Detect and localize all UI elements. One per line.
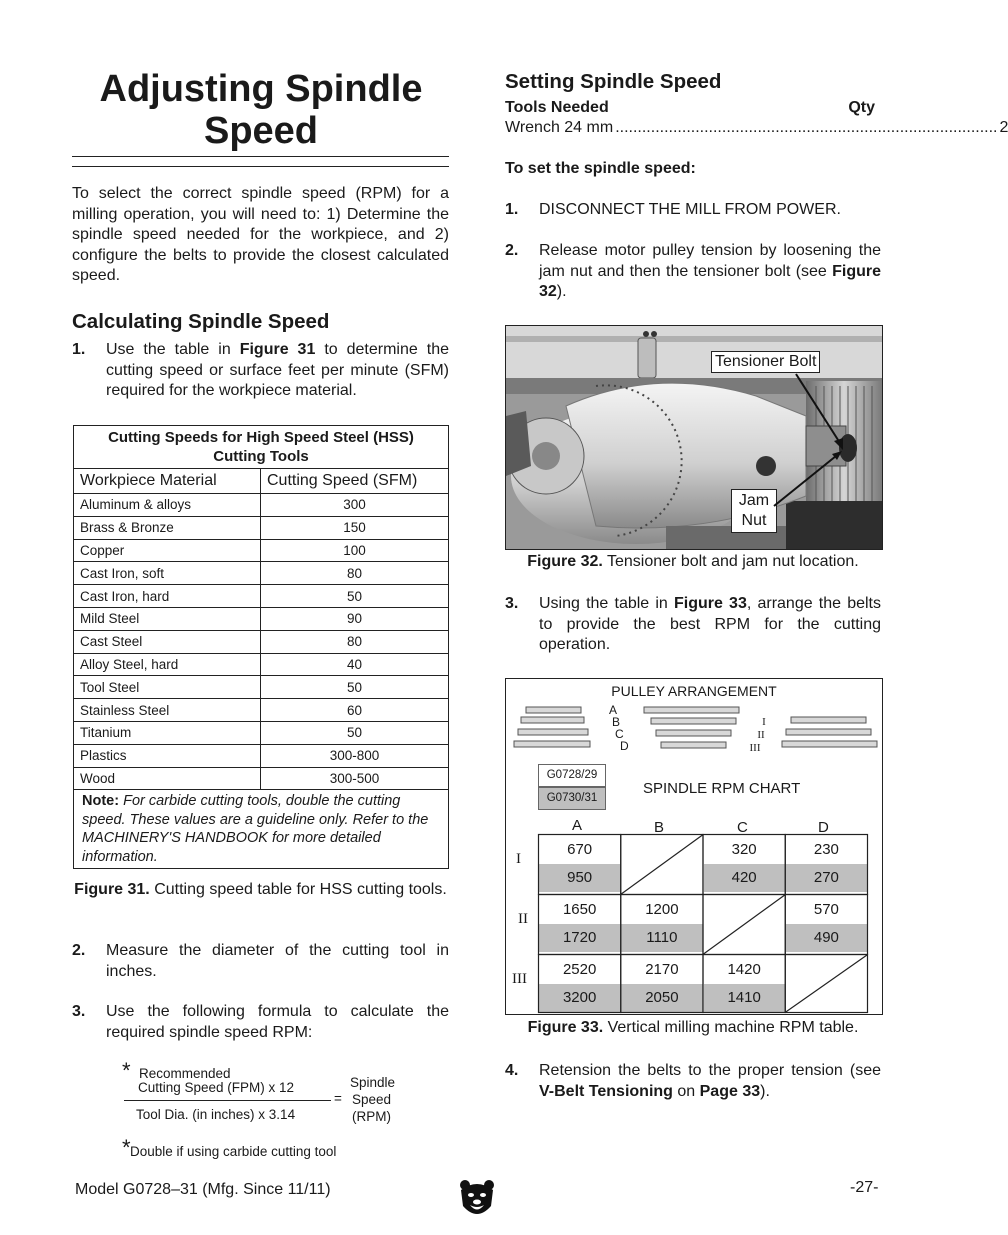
step-number: 2. [505,242,519,259]
cutting-speed-table [73,425,449,869]
rpm-value-g0728: 570 [813,901,839,918]
speed-cell: 300 [261,494,449,517]
rpm-value-g0728: 320 [731,841,757,858]
formula-recommended: Recommended [139,1066,231,1081]
formula-footnote: Double if using carbide cutting tool [130,1144,337,1159]
speed-table-row [74,539,449,562]
calc-step-1 [72,340,449,402]
speed-cell: 300-800 [261,744,449,767]
speed-table-row [74,585,449,608]
step-text: Retension the belts to the proper tension (see V-Belt Tensioning on Page 33). [539,1062,881,1100]
procedure-label: To set the spindle speed: [505,160,696,177]
step-text: DISCONNECT THE MILL FROM POWER. [539,201,841,218]
rpm-col-c: C [737,819,748,836]
speed-cell: 50 [261,676,449,699]
rpm-cell-border [621,955,703,1013]
intro-paragraph: To select the correct spindle speed (RPM) for a milling operation, you will need to: 1) Determine the spindle speed needed for the workpiece, and 2) configure the belts to provide the closest calculated speed. [72,185,449,284]
rpm-value-g0730: 420 [704,864,785,892]
rpm-value-g0730: 1110 [621,924,702,952]
step-text: Using the table in Figure 33, arrange the belts to provide the best RPM for the cutting operation. [539,595,881,653]
rpm-col-d: D [818,819,829,836]
speed-cell: 50 [261,721,449,744]
formula-equals: = [334,1091,342,1106]
pulley-diagram [506,701,882,761]
page-title-line1: Adjusting Spindle [99,68,423,110]
rpm-value-g0728: 1650 [562,901,597,918]
title-rule-top [72,156,449,157]
rpm-cell-border [539,895,621,955]
material-cell: Stainless Steel [74,699,261,722]
rpm-row-i: I [516,851,521,867]
material-cell: Mild Steel [74,607,261,630]
model-key-bottom: G0730/31 [538,787,606,810]
formula-star: * [122,1058,131,1083]
set-step-3 [505,594,881,656]
step-text: Use the table in Figure 31 to determine the cutting speed or surface feet per minute (SFM) required for the workpiece material. [106,341,449,399]
rpm-value-g0730: 1720 [539,924,620,952]
rpm-cell-empty-diagonal [704,895,785,954]
speed-table-row [74,744,449,767]
formula-result-line3: (RPM) [352,1109,391,1124]
step-text: Measure the diameter of the cutting tool in inches. [106,942,449,980]
rpm-cell-border [621,895,703,955]
rpm-col-a: A [572,817,583,834]
pulley-arrangement-title: PULLEY ARRANGEMENT [611,683,777,699]
fraction-bar [124,1100,331,1101]
set-step-4 [505,1061,881,1103]
rpm-cell-border [703,835,785,895]
table-note: Note: For carbide cutting tools, double the cutting speed. These values are a guideline only. Refer to the MACHINERY'S HANDBOOK for more detailed information. [74,790,449,869]
rpm-value-g0730: 3200 [539,984,620,1012]
rpm-value-g0728: 670 [567,841,593,858]
step-text: Release motor pulley tension by loosening the jam nut and then the tensioner bolt (see Figure 32). [539,242,881,300]
material-cell: Plastics [74,744,261,767]
page-title [72,68,450,152]
speed-table-row [74,767,449,790]
step-number: 4. [505,1062,519,1079]
material-cell: Copper [74,539,261,562]
rpm-col-b: B [654,819,665,836]
figure-31-caption: Figure 31. Cutting speed table for HSS cutting tools. [74,881,447,898]
rpm-value-g0728: 1420 [727,961,761,978]
figure-32-caption: Figure 32. Tensioner bolt and jam nut location. [527,553,859,570]
rpm-value-g0730: 270 [786,864,867,892]
material-cell: Alloy Steel, hard [74,653,261,676]
page-title-line2: Speed [203,110,319,152]
speed-cell: 100 [261,539,449,562]
speed-cell: 80 [261,630,449,653]
rpm-value-g0728: 230 [813,841,839,858]
step-text: Use the following formula to calculate the required spindle speed RPM: [106,1003,449,1041]
tool-leader-dots: ...................................................................................... [615,119,998,136]
rpm-grid [538,834,867,1014]
formula-result-line2: Speed [352,1092,392,1107]
rpm-cell-border [703,955,785,1013]
footnote-star: * [122,1135,131,1160]
rpm-value-g0730: 950 [539,864,620,892]
spindle-rpm-chart-title: SPINDLE RPM CHART [643,780,801,797]
title-rule-bottom [72,166,449,167]
material-cell: Titanium [74,721,261,744]
rpm-value-g0730: 490 [786,924,867,952]
speed-table-row [74,607,449,630]
speed-table-row [74,676,449,699]
material-cell: Cast Iron, soft [74,562,261,585]
callout-jam-nut: Jam Nut [731,489,777,533]
rpm-value-g0728: 2520 [562,961,597,978]
speed-cell: 40 [261,653,449,676]
callout-tensioner-bolt: Tensioner Bolt [711,351,820,373]
rpm-value-g0728: 1200 [645,901,679,918]
figure-33-caption: Figure 33. Vertical milling machine RPM table. [527,1019,859,1036]
rpm-cell-border [539,955,621,1013]
speed-cell: 80 [261,562,449,585]
calc-step-3 [72,1002,449,1044]
speed-table-row [74,721,449,744]
speed-table-row [74,494,449,517]
cutting-speed-table-title: Cutting Speeds for High Speed Steel (HSS) Cutting Tools [74,426,449,469]
step-number: 3. [505,595,519,612]
material-cell: Cast Steel [74,630,261,653]
calc-step-2 [72,941,449,983]
rpm-cell-border [539,835,621,895]
material-cell: Tool Steel [74,676,261,699]
rpm-cell-border [785,895,867,955]
set-step-2 [505,241,881,303]
step-number: 1. [72,341,86,358]
speed-cell: 60 [261,699,449,722]
calculating-heading: Calculating Spindle Speed [72,310,330,333]
rpm-value-g0730: 2050 [621,984,702,1012]
figure-33-rpm-chart [505,678,883,1015]
setting-heading: Setting Spindle Speed [505,70,722,93]
step-number: 1. [505,201,519,218]
pulley-numerals: I II III [749,716,766,754]
footer-page-number: -27- [850,1179,879,1196]
speed-table-row [74,516,449,539]
column-header-speed: Cutting Speed (SFM) [261,469,449,494]
formula-numerator: Cutting Speed (FPM) x 12 [138,1080,295,1095]
speed-cell: 300-500 [261,767,449,790]
speed-table-row [74,562,449,585]
tool-line [505,119,1008,137]
rpm-row-ii: II [518,911,528,927]
step-number: 3. [72,1003,86,1020]
material-cell: Wood [74,767,261,790]
material-cell: Brass & Bronze [74,516,261,539]
pulley-letters: A B C D [609,703,629,753]
rpm-grid-lines [538,834,868,1015]
tools-needed-label: Tools Needed [505,99,609,116]
tool-name: Wrench 24 mm [505,119,614,136]
rpm-formula [112,1058,412,1168]
column-header-material: Workpiece Material [74,469,261,494]
speed-table-row [74,630,449,653]
tools-needed-header [505,99,875,117]
rpm-cell-empty-diagonal [786,955,867,1012]
rpm-value-g0728: 2170 [645,961,679,978]
rpm-cell-empty-diagonal [621,835,702,894]
callout-arrows [506,326,882,549]
bear-logo-icon [458,1178,496,1222]
speed-cell: 50 [261,585,449,608]
speed-cell: 90 [261,607,449,630]
tool-qty: 2 [999,119,1008,136]
model-key-top: G0728/29 [538,764,606,787]
rpm-value-g0730: 1410 [704,984,785,1012]
rpm-cell-border [785,835,867,895]
formula-result-line1: Spindle [350,1075,396,1090]
figure-32-photo [505,325,883,550]
material-cell: Cast Iron, hard [74,585,261,608]
speed-cell: 150 [261,516,449,539]
formula-denominator: Tool Dia. (in inches) x 3.14 [136,1107,296,1122]
step-number: 2. [72,942,86,959]
qty-label: Qty [848,99,875,116]
footer-model: Model G0728–31 (Mfg. Since 11/11) [75,1181,331,1198]
rpm-row-iii: III [512,971,527,987]
set-step-1 [505,200,881,222]
speed-table-row [74,699,449,722]
speed-table-row [74,653,449,676]
material-cell: Aluminum & alloys [74,494,261,517]
